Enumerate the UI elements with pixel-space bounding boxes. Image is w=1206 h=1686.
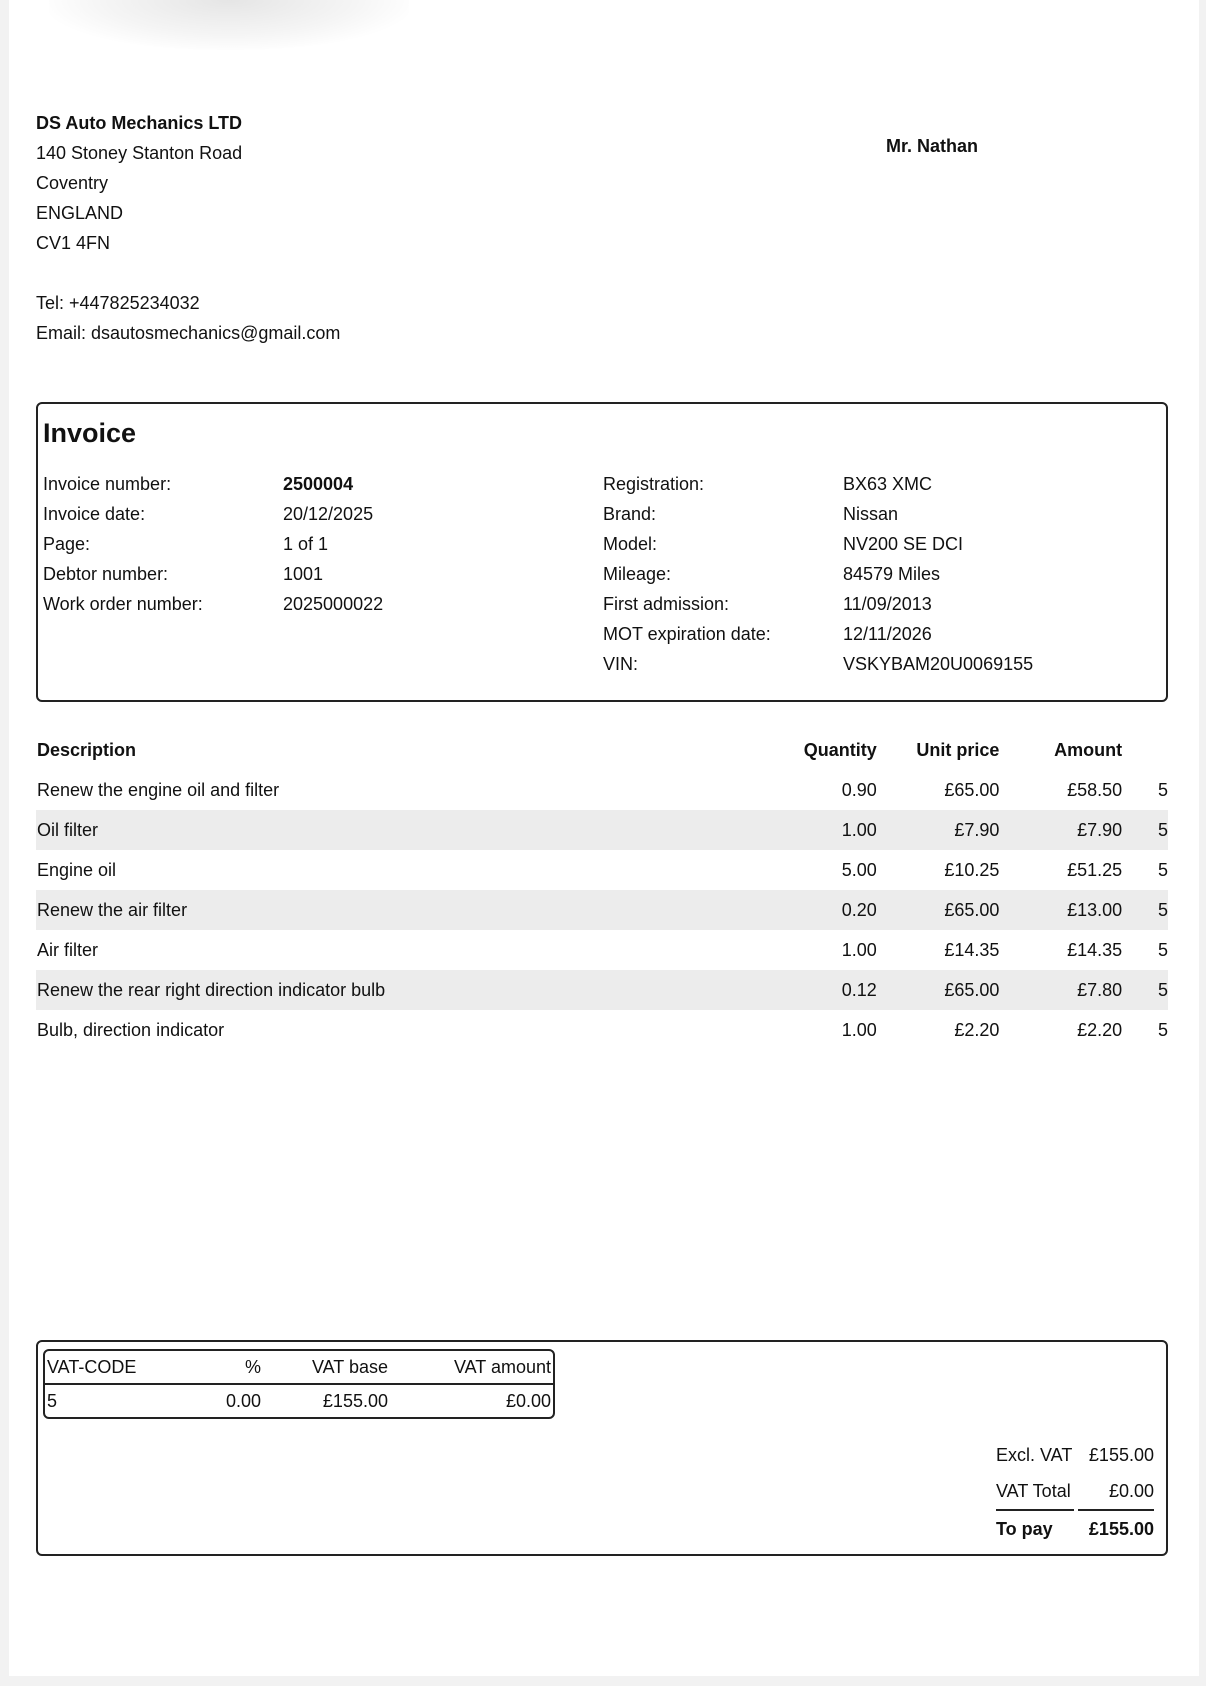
divider-left — [996, 1509, 1074, 1511]
vehicle-label: Mileage: — [603, 564, 672, 584]
row-amount: £58.50 — [1067, 779, 1123, 800]
invoice-date-value: 20/12/2025 — [283, 504, 374, 524]
row-description: Oil filter — [37, 819, 99, 840]
row-quantity: 1.00 — [841, 939, 877, 960]
invoice-meta-row — [43, 469, 383, 499]
vat-code-value: 5 — [47, 1390, 58, 1411]
row-vat-code: 5 — [1157, 939, 1168, 960]
vehicle-row — [603, 469, 1033, 499]
company-postcode: CV1 4FN — [36, 233, 111, 253]
vehicle-details — [603, 469, 1033, 679]
table-row — [36, 970, 1168, 1010]
table-row — [36, 1010, 1168, 1050]
vehicle-label: First admission: — [603, 594, 730, 614]
row-unit-price: £65.00 — [944, 979, 1000, 1000]
company-tel: Tel: +447825234032 — [36, 293, 200, 313]
company-name: DS Auto Mechanics LTD — [36, 113, 243, 133]
row-description: Renew the rear right direction indicator bulb — [37, 979, 386, 1000]
vehicle-row — [603, 499, 1033, 529]
vat-total-value: £0.00 — [1108, 1480, 1154, 1501]
header-quantity: Quantity — [803, 739, 877, 760]
invoice-meta — [43, 469, 383, 619]
vehicle-label: VIN: — [603, 654, 639, 674]
invoice-meta-label: Invoice date: — [43, 504, 146, 524]
to-pay-label: To pay — [996, 1518, 1053, 1539]
vehicle-label: Model: — [603, 534, 658, 554]
invoice-meta-row — [43, 589, 383, 619]
excl-vat-row — [996, 1437, 1154, 1473]
totals-summary — [996, 1437, 1154, 1547]
company-country: ENGLAND — [36, 203, 124, 223]
invoice-meta-label: Debtor number: — [43, 564, 169, 584]
mileage-value: 84579 Miles — [843, 564, 941, 584]
totals-box — [36, 1340, 1168, 1556]
company-address-block — [36, 108, 340, 348]
header-unit-price: Unit price — [916, 739, 1000, 760]
row-vat-code: 5 — [1157, 819, 1168, 840]
invoice-meta-label: Invoice number: — [43, 474, 172, 494]
vehicle-row — [603, 619, 1033, 649]
row-description: Renew the air filter — [37, 899, 188, 920]
vat-header-base: VAT base — [311, 1356, 388, 1377]
company-street: 140 Stoney Stanton Road — [36, 143, 243, 163]
excl-vat-value: £155.00 — [1088, 1444, 1154, 1465]
vehicle-label: MOT expiration date: — [603, 624, 771, 644]
company-city: Coventry — [36, 173, 109, 193]
header-amount: Amount — [1054, 739, 1123, 760]
divider-right — [1078, 1509, 1154, 1511]
vat-data-row — [45, 1385, 553, 1417]
vehicle-row — [603, 529, 1033, 559]
table-row — [36, 890, 1168, 930]
row-amount: £2.20 — [1077, 1019, 1123, 1040]
row-vat-code: 5 — [1157, 859, 1168, 880]
vat-header-percent: % — [244, 1356, 261, 1377]
row-amount: £14.35 — [1067, 939, 1123, 960]
row-unit-price: £10.25 — [944, 859, 1000, 880]
row-unit-price: £2.20 — [954, 1019, 1000, 1040]
vat-header-amount: VAT amount — [453, 1356, 551, 1377]
line-items-table — [36, 730, 1168, 1050]
table-row — [36, 810, 1168, 850]
row-description: Engine oil — [37, 859, 117, 880]
invoice-meta-row — [43, 499, 383, 529]
company-email: Email: dsautosmechanics@gmail.com — [36, 323, 341, 343]
row-description: Renew the engine oil and filter — [37, 779, 280, 800]
row-description: Bulb, direction indicator — [37, 1019, 225, 1040]
row-unit-price: £65.00 — [944, 899, 1000, 920]
scan-shadow — [49, 0, 409, 50]
row-amount: £7.80 — [1077, 979, 1123, 1000]
invoice-meta-row — [43, 529, 383, 559]
model-value: NV200 SE DCI — [843, 534, 964, 554]
row-description: Air filter — [37, 939, 99, 960]
debtor-number-value: 1001 — [283, 564, 324, 584]
vat-total-label: VAT Total — [996, 1480, 1071, 1501]
first-admission-value: 11/09/2013 — [843, 594, 932, 614]
invoice-meta-label: Page: — [43, 534, 91, 554]
table-row — [36, 770, 1168, 810]
row-quantity: 1.00 — [841, 819, 877, 840]
vehicle-label: Registration: — [603, 474, 705, 494]
vat-amount-value: £0.00 — [505, 1390, 551, 1411]
vat-base-value: £155.00 — [322, 1390, 388, 1411]
row-amount: £13.00 — [1067, 899, 1123, 920]
vat-summary-table — [43, 1349, 555, 1419]
row-unit-price: £7.90 — [954, 819, 1000, 840]
row-quantity: 0.20 — [841, 899, 877, 920]
vat-header-row — [45, 1351, 553, 1385]
to-pay-value: £155.00 — [1088, 1518, 1154, 1539]
row-quantity: 1.00 — [841, 1019, 877, 1040]
vat-percent-value: 0.00 — [225, 1390, 261, 1411]
vehicle-row — [603, 649, 1033, 679]
mot-expiration-value: 12/11/2026 — [843, 624, 932, 644]
line-items-header — [36, 730, 1168, 770]
vehicle-label: Brand: — [603, 504, 657, 524]
row-unit-price: £14.35 — [944, 939, 1000, 960]
customer-name: Mr. Nathan — [886, 136, 979, 156]
page-value: 1 of 1 — [283, 534, 329, 554]
invoice-title: Invoice — [43, 418, 137, 448]
vehicle-row — [603, 589, 1033, 619]
to-pay-row — [996, 1511, 1154, 1547]
brand-value: Nissan — [843, 504, 899, 524]
invoice-page — [9, 0, 1199, 1676]
invoice-meta-label: Work order number: — [43, 594, 203, 614]
vin-value: VSKYBAM20U0069155 — [843, 654, 1034, 674]
row-unit-price: £65.00 — [944, 779, 1000, 800]
header-description: Description — [37, 739, 137, 760]
excl-vat-label: Excl. VAT — [996, 1444, 1073, 1465]
row-quantity: 0.12 — [841, 979, 877, 1000]
row-amount: £51.25 — [1067, 859, 1123, 880]
row-quantity: 5.00 — [841, 859, 877, 880]
row-vat-code: 5 — [1157, 779, 1168, 800]
row-amount: £7.90 — [1077, 819, 1123, 840]
work-order-value: 2025000022 — [283, 594, 384, 614]
invoice-meta-row — [43, 559, 383, 589]
row-vat-code: 5 — [1157, 1019, 1168, 1040]
table-row — [36, 850, 1168, 890]
spacer — [36, 258, 340, 288]
row-vat-code: 5 — [1157, 979, 1168, 1000]
vehicle-row — [603, 559, 1033, 589]
vat-total-row — [996, 1473, 1154, 1509]
registration-value: BX63 XMC — [843, 474, 933, 494]
invoice-number-value: 2500004 — [283, 474, 354, 494]
row-quantity: 0.90 — [841, 779, 877, 800]
row-vat-code: 5 — [1157, 899, 1168, 920]
vat-header-code: VAT-CODE — [47, 1356, 137, 1377]
invoice-details-box — [36, 402, 1168, 702]
table-row — [36, 930, 1168, 970]
